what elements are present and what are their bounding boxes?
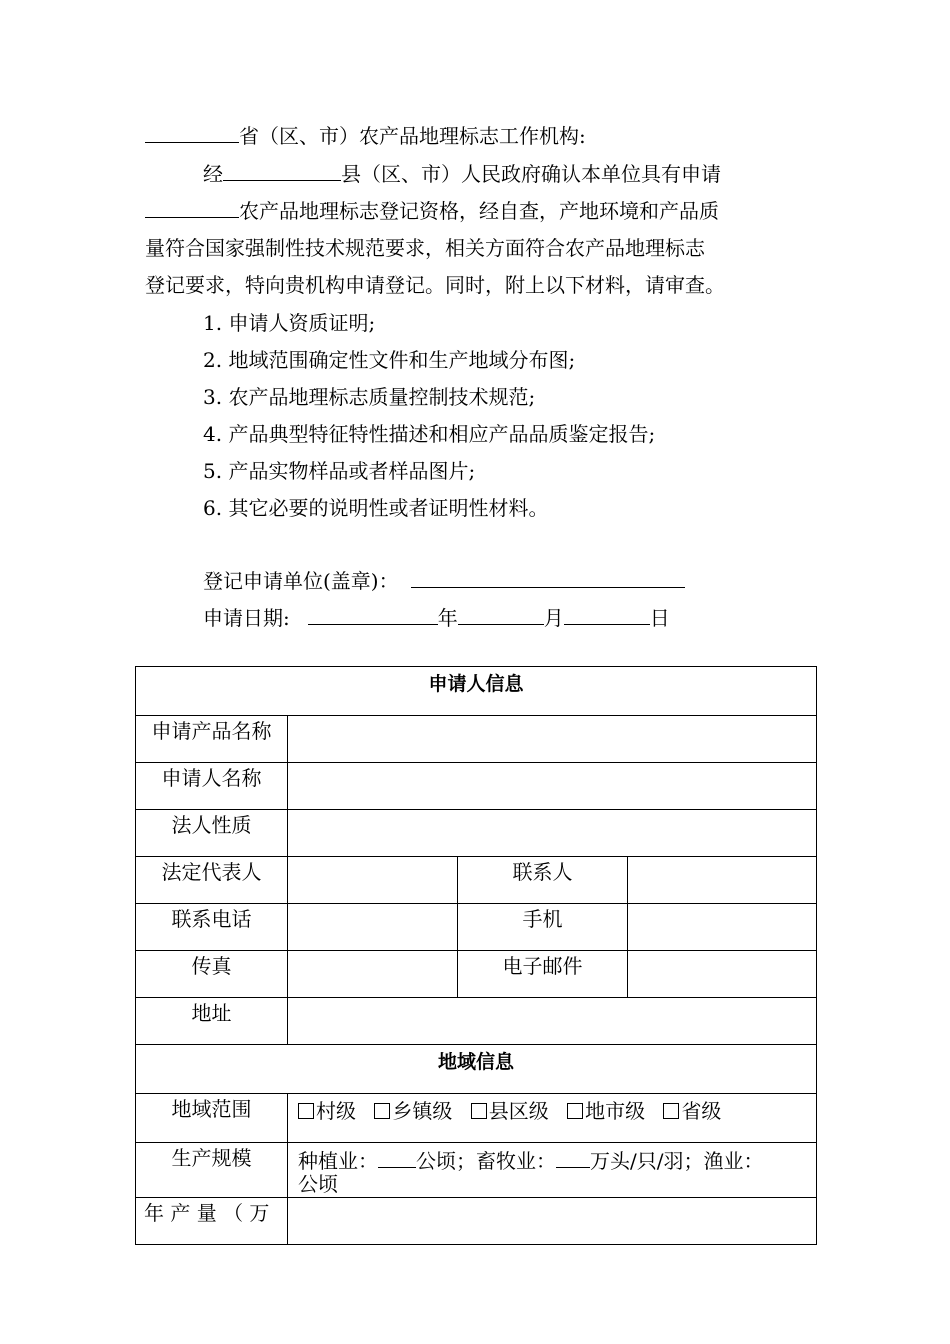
table-row xyxy=(136,904,817,951)
day-blank[interactable] xyxy=(564,602,650,625)
email-field[interactable] xyxy=(628,951,817,998)
applicant-info-header: 申请人信息 xyxy=(136,667,817,716)
letter-line-2-prefix: 经 xyxy=(203,162,223,186)
scope-option-village[interactable] xyxy=(298,1099,356,1123)
phone-field[interactable] xyxy=(288,904,458,951)
table-row xyxy=(136,667,817,716)
email-label: 电子邮件 xyxy=(458,951,628,998)
product-name-label: 申请产品名称 xyxy=(136,716,288,763)
table-row xyxy=(136,1198,817,1245)
county-blank[interactable] xyxy=(223,158,341,181)
month-blank[interactable] xyxy=(458,602,544,625)
table-row xyxy=(136,951,817,998)
address-line-text: 省（区、市）农产品地理标志工作机构: xyxy=(239,124,586,148)
application-date-line xyxy=(203,600,670,636)
product-blank[interactable] xyxy=(145,195,239,218)
annual-output-label: 年 产 量 （ 万 xyxy=(136,1198,288,1245)
day-label: 日 xyxy=(649,606,670,630)
mobile-field[interactable] xyxy=(628,904,817,951)
mobile-label: 手机 xyxy=(458,904,628,951)
checkbox-icon[interactable] xyxy=(663,1103,679,1119)
region-info-header: 地域信息 xyxy=(136,1045,817,1094)
legal-rep-field[interactable] xyxy=(288,857,458,904)
address-label: 地址 xyxy=(136,998,288,1045)
planting-blank[interactable] xyxy=(378,1147,416,1168)
material-item-6: 6. 其它必要的说明性或者证明性材料。 xyxy=(203,496,549,520)
fishery-label: 万头/只/羽；渔业： xyxy=(590,1149,764,1173)
table-row xyxy=(136,1143,817,1198)
material-item-4: 4. 产品典型特征特性描述和相应产品品质鉴定报告; xyxy=(203,422,656,446)
annual-output-field[interactable] xyxy=(288,1198,817,1245)
scope-option-city[interactable] xyxy=(567,1099,645,1123)
checkbox-icon[interactable] xyxy=(298,1103,314,1119)
region-scope-label: 地域范围 xyxy=(136,1094,288,1143)
applicant-unit-label: 登记申请单位(盖章)： xyxy=(203,569,399,593)
letter-line-3 xyxy=(145,193,719,229)
livestock-label: 公顷；畜牧业： xyxy=(416,1149,556,1173)
letter-line-2 xyxy=(203,156,721,192)
scope-option-county[interactable] xyxy=(471,1099,549,1123)
letter-line-3-text: 农产品地理标志登记资格，经自查，产地环境和产品质 xyxy=(239,199,719,223)
production-scale-field xyxy=(288,1143,817,1198)
letter-line-2-suffix: 县（区、市）人民政府确认本单位具有申请 xyxy=(341,162,721,186)
table-row xyxy=(136,857,817,904)
scope-option-label: 地市级 xyxy=(585,1099,646,1123)
product-name-field[interactable] xyxy=(288,716,817,763)
application-form-table xyxy=(135,666,817,1245)
table-row xyxy=(136,998,817,1045)
fishery-unit: 公顷 xyxy=(298,1172,338,1196)
livestock-blank[interactable] xyxy=(556,1147,590,1168)
contact-label: 联系人 xyxy=(458,857,628,904)
legal-nature-label: 法人性质 xyxy=(136,810,288,857)
contact-field[interactable] xyxy=(628,857,817,904)
applicant-name-field[interactable] xyxy=(288,763,817,810)
address-field[interactable] xyxy=(288,998,817,1045)
fax-label: 传真 xyxy=(136,951,288,998)
checkbox-icon[interactable] xyxy=(471,1103,487,1119)
address-line xyxy=(145,118,586,154)
scope-option-label: 县区级 xyxy=(488,1099,549,1123)
material-item-5: 5. 产品实物样品或者样品图片; xyxy=(203,459,476,483)
year-label: 年 xyxy=(437,606,458,630)
material-item-1: 1. 申请人资质证明; xyxy=(203,311,376,335)
production-scale-label: 生产规模 xyxy=(136,1143,288,1198)
scope-option-label: 乡镇级 xyxy=(392,1099,453,1123)
application-date-label: 申请日期: xyxy=(203,606,290,630)
legal-rep-label: 法定代表人 xyxy=(136,857,288,904)
region-scope-options xyxy=(288,1094,817,1143)
letter-line-5: 登记要求，特向贵机构申请登记。同时，附上以下材料，请审查。 xyxy=(145,273,725,297)
fax-field[interactable] xyxy=(288,951,458,998)
month-label: 月 xyxy=(543,606,564,630)
table-row xyxy=(136,763,817,810)
applicant-unit-blank[interactable] xyxy=(411,565,685,588)
legal-nature-field[interactable] xyxy=(288,810,817,857)
table-row xyxy=(136,1045,817,1094)
year-blank[interactable] xyxy=(308,602,438,625)
table-row xyxy=(136,1094,817,1143)
planting-label: 种植业： xyxy=(298,1149,378,1173)
scope-option-label: 村级 xyxy=(316,1099,356,1123)
scope-option-label: 省级 xyxy=(681,1099,722,1123)
scope-option-province[interactable] xyxy=(663,1099,721,1123)
checkbox-icon[interactable] xyxy=(567,1103,583,1119)
table-row xyxy=(136,810,817,857)
applicant-unit-line xyxy=(203,563,685,599)
letter-line-4: 量符合国家强制性技术规范要求，相关方面符合农产品地理标志 xyxy=(145,236,705,260)
applicant-name-label: 申请人名称 xyxy=(136,763,288,810)
scope-option-town[interactable] xyxy=(374,1099,452,1123)
material-item-3: 3. 农产品地理标志质量控制技术规范; xyxy=(203,385,536,409)
phone-label: 联系电话 xyxy=(136,904,288,951)
province-blank[interactable] xyxy=(145,120,239,143)
table-row xyxy=(136,716,817,763)
checkbox-icon[interactable] xyxy=(374,1103,390,1119)
material-item-2: 2. 地域范围确定性文件和生产地域分布图; xyxy=(203,348,576,372)
